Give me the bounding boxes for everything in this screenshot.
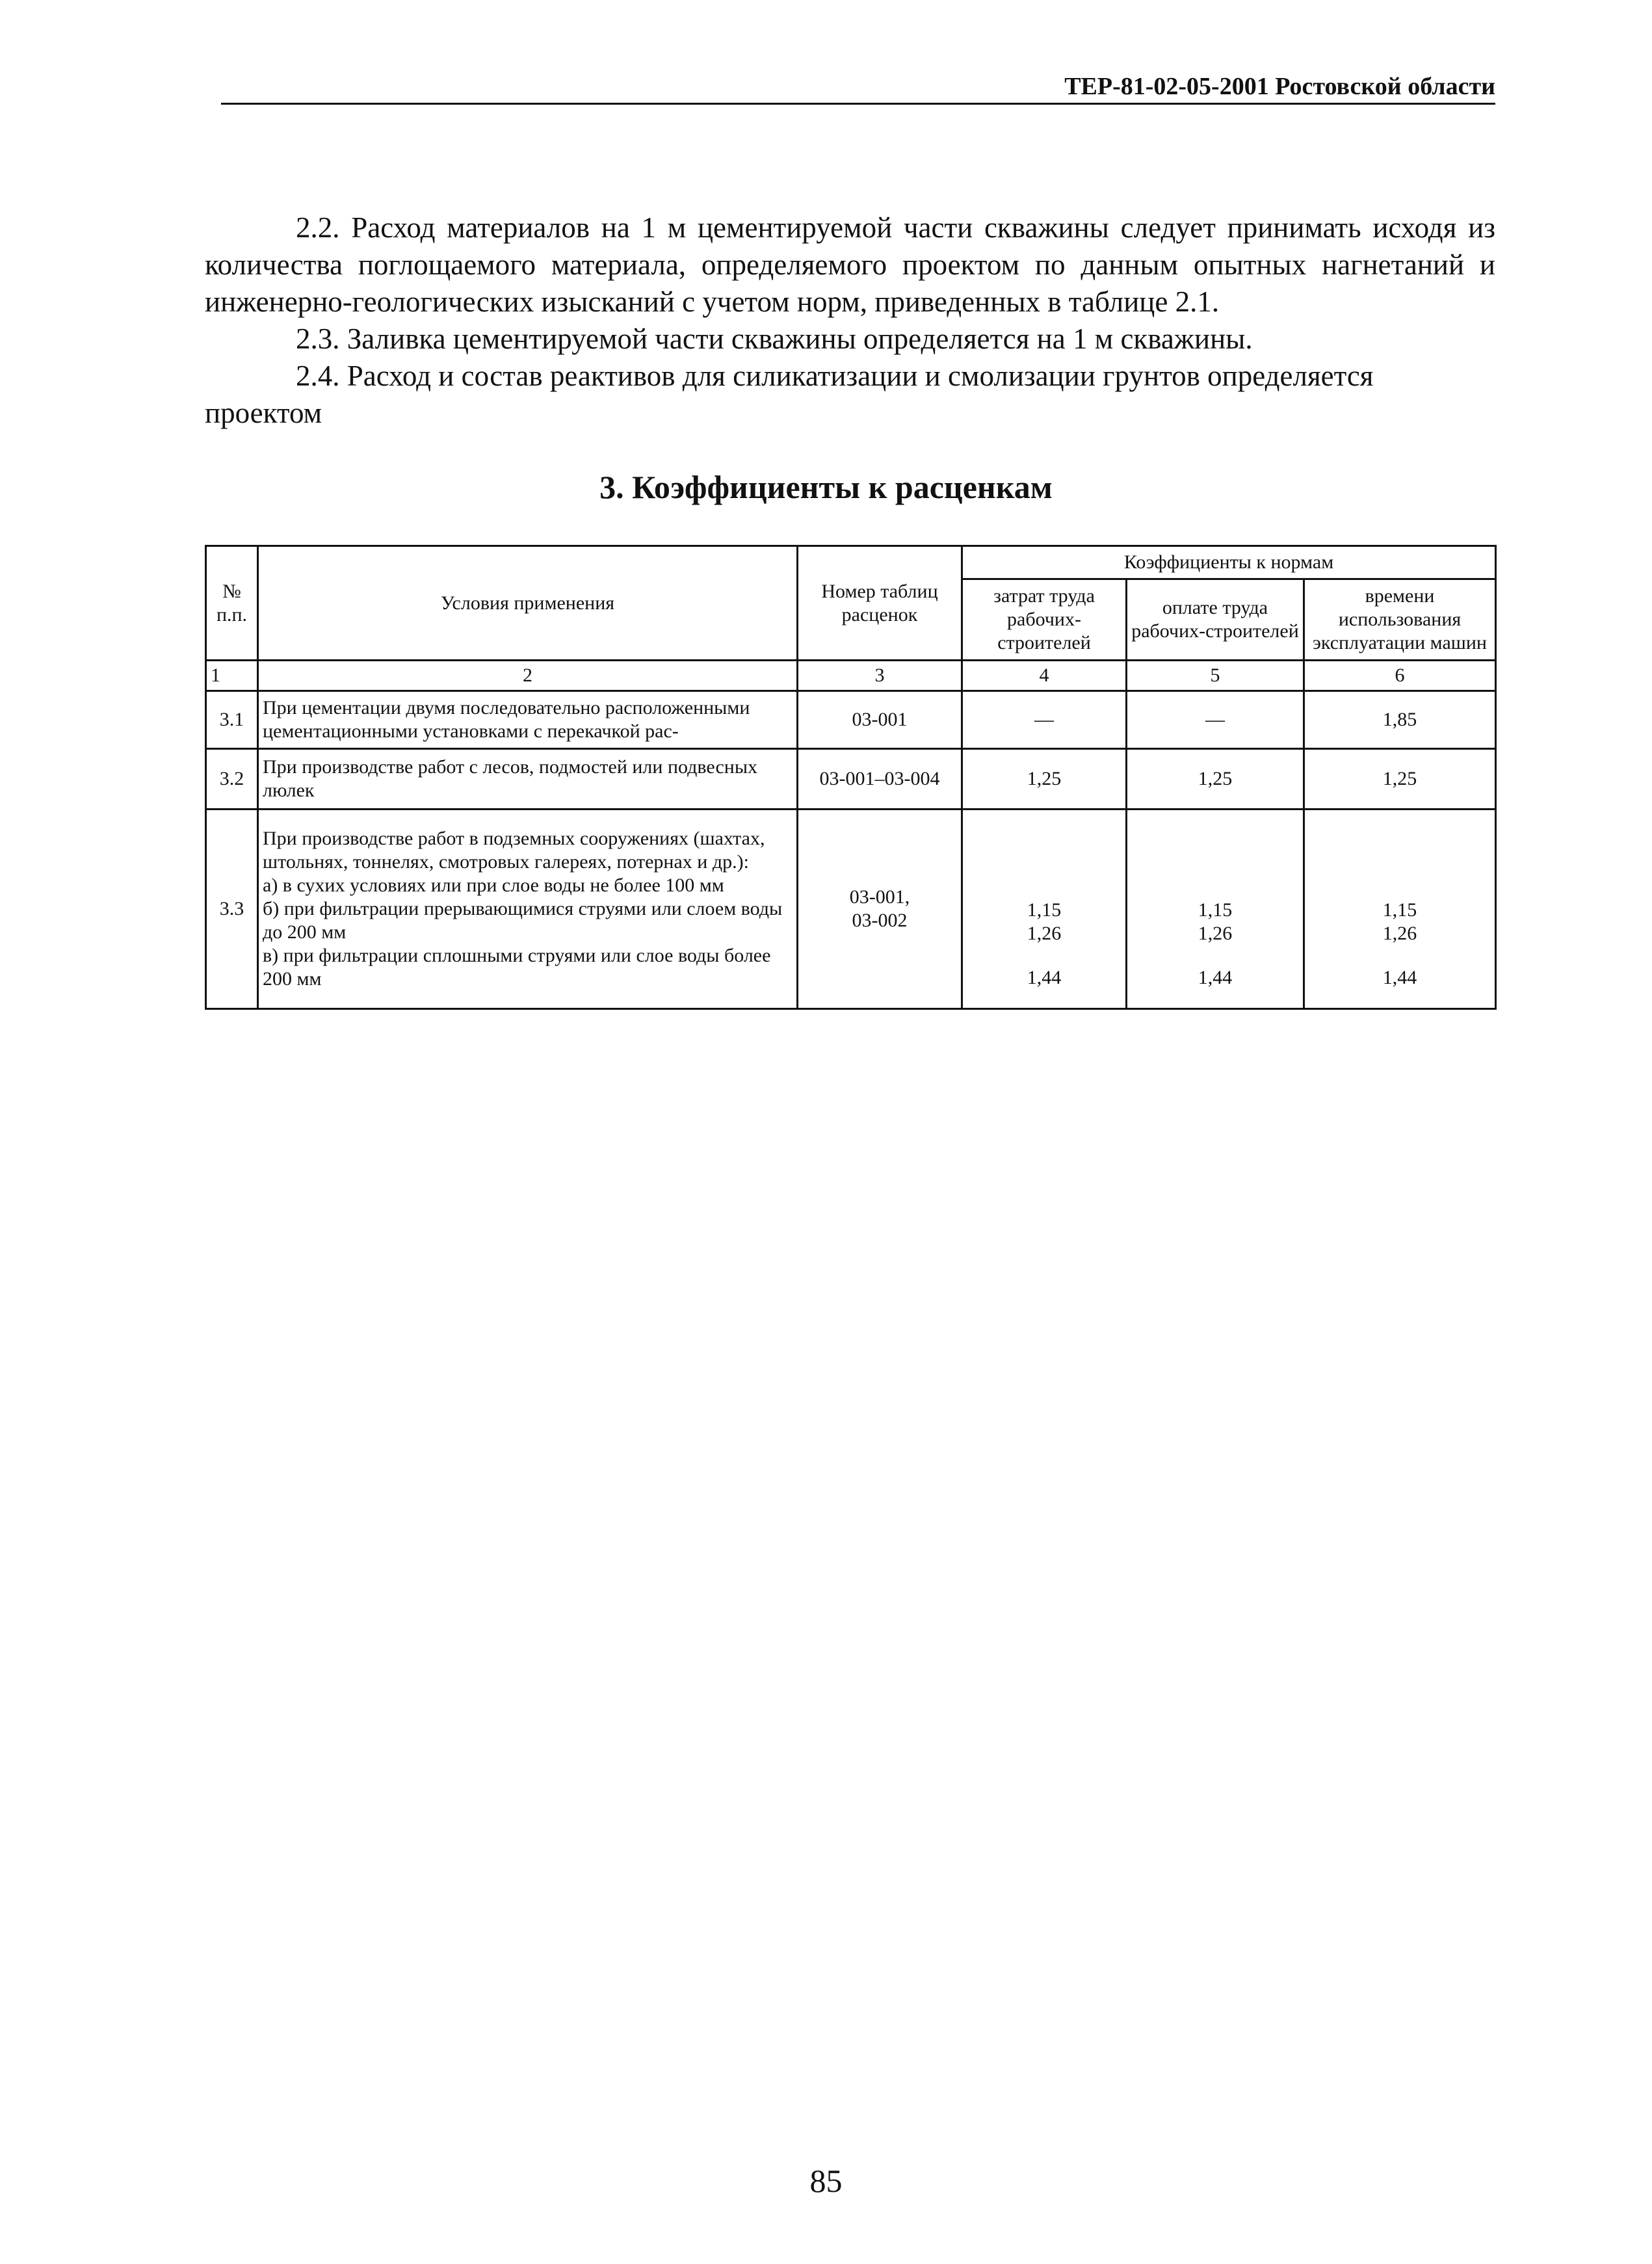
condition-a: а) в сухих условиях или при слое воды не более 100 мм <box>263 875 724 896</box>
column-number: 1 <box>206 661 258 691</box>
row-pay-coef: — <box>1127 691 1304 749</box>
coef-value: 1,26 <box>1027 923 1062 944</box>
coef-value: 1,44 <box>1198 967 1233 988</box>
condition-c: в) при фильтрации сплошными струями или слое воды более 200 мм <box>263 945 771 990</box>
col-header-pay: оплате труда рабочих-строителей <box>1127 579 1304 661</box>
column-number: 4 <box>962 661 1127 691</box>
column-number: 2 <box>258 661 798 691</box>
col-header-table-numbers: Номер таблиц расценок <box>798 546 962 661</box>
row-pay-coef <box>1127 810 1304 1009</box>
row-table-numbers <box>798 810 962 1009</box>
row-conditions: При цементации двумя последовательно расположенными цементационными установками с перекачкой рас- <box>258 691 798 749</box>
paragraph-2-4: 2.4. Расход и состав реактивов для силикатизации и смолизации грунтов определяется проектом <box>205 360 1374 429</box>
page-number: 85 <box>809 2163 843 2199</box>
coef-value: 1,44 <box>1027 967 1062 988</box>
table-number-line: 03-001, <box>849 886 910 908</box>
col-header-labor: затрат труда рабочих- строителей <box>962 579 1127 661</box>
table-number-line: 03-002 <box>852 910 908 931</box>
table-row <box>206 810 1496 1009</box>
row-number: 3.2 <box>206 749 258 810</box>
col-header-num: № п.п. <box>206 546 258 661</box>
column-number: 5 <box>1127 661 1304 691</box>
row-conditions: При производстве работ с лесов, подмостей или подвесных люлек <box>258 749 798 810</box>
coef-value: 1,15 <box>1198 899 1233 921</box>
table-row <box>206 749 1496 810</box>
row-pay-coef: 1,25 <box>1127 749 1304 810</box>
coef-value: 1,15 <box>1027 899 1062 921</box>
coef-value: 1,26 <box>1382 923 1417 944</box>
col-header-machines: времени использования эксплуатации машин <box>1304 579 1496 661</box>
col-header-coefficients: Коэффициенты к нормам <box>962 546 1496 579</box>
condition-intro: При производстве работ в подземных сооружениях (шахтах, штольнях, тоннелях, смотровых галереях, потернах и др.): <box>263 828 765 873</box>
table-row <box>206 691 1496 749</box>
paragraph-2-2: 2.2. Расход материалов на 1 м цементируемой части скважины следует принимать исходя из количества поглощаемого материала, определяемого проектом по данным опытных нагнетаний и инженерно-геологических изысканий с учетом норм, приведенных в таблице 2.1. <box>205 211 1495 318</box>
section-title: 3. Коэффициенты к расценкам <box>599 469 1053 505</box>
col-header-conditions: Условия применения <box>258 546 798 661</box>
column-number: 3 <box>798 661 962 691</box>
row-labor-coef <box>962 810 1127 1009</box>
paragraph-2-3: 2.3. Заливка цементируемой части скважины определяется на 1 м скважины. <box>296 322 1253 355</box>
coefficients-table <box>205 545 1497 1010</box>
row-table-numbers: 03-001 <box>798 691 962 749</box>
row-number: 3.1 <box>206 691 258 749</box>
coef-value: 1,44 <box>1382 967 1417 988</box>
column-number: 6 <box>1304 661 1496 691</box>
row-machines-coef: 1,85 <box>1304 691 1496 749</box>
column-numbers-row <box>206 661 1496 691</box>
table-header-row <box>206 546 1496 579</box>
coef-value: 1,15 <box>1382 899 1417 921</box>
row-labor-coef: — <box>962 691 1127 749</box>
body-text <box>205 209 1495 432</box>
row-table-numbers: 03-001–03-004 <box>798 749 962 810</box>
row-machines-coef: 1,25 <box>1304 749 1496 810</box>
running-header: ТЕР-81-02-05-2001 Ростовской области <box>221 72 1495 105</box>
row-conditions <box>258 810 798 1009</box>
row-machines-coef <box>1304 810 1496 1009</box>
condition-b: б) при фильтрации прерывающимися струями или слоем воды до 200 мм <box>263 898 783 943</box>
row-labor-coef: 1,25 <box>962 749 1127 810</box>
coef-value: 1,26 <box>1198 923 1233 944</box>
row-number: 3.3 <box>206 810 258 1009</box>
